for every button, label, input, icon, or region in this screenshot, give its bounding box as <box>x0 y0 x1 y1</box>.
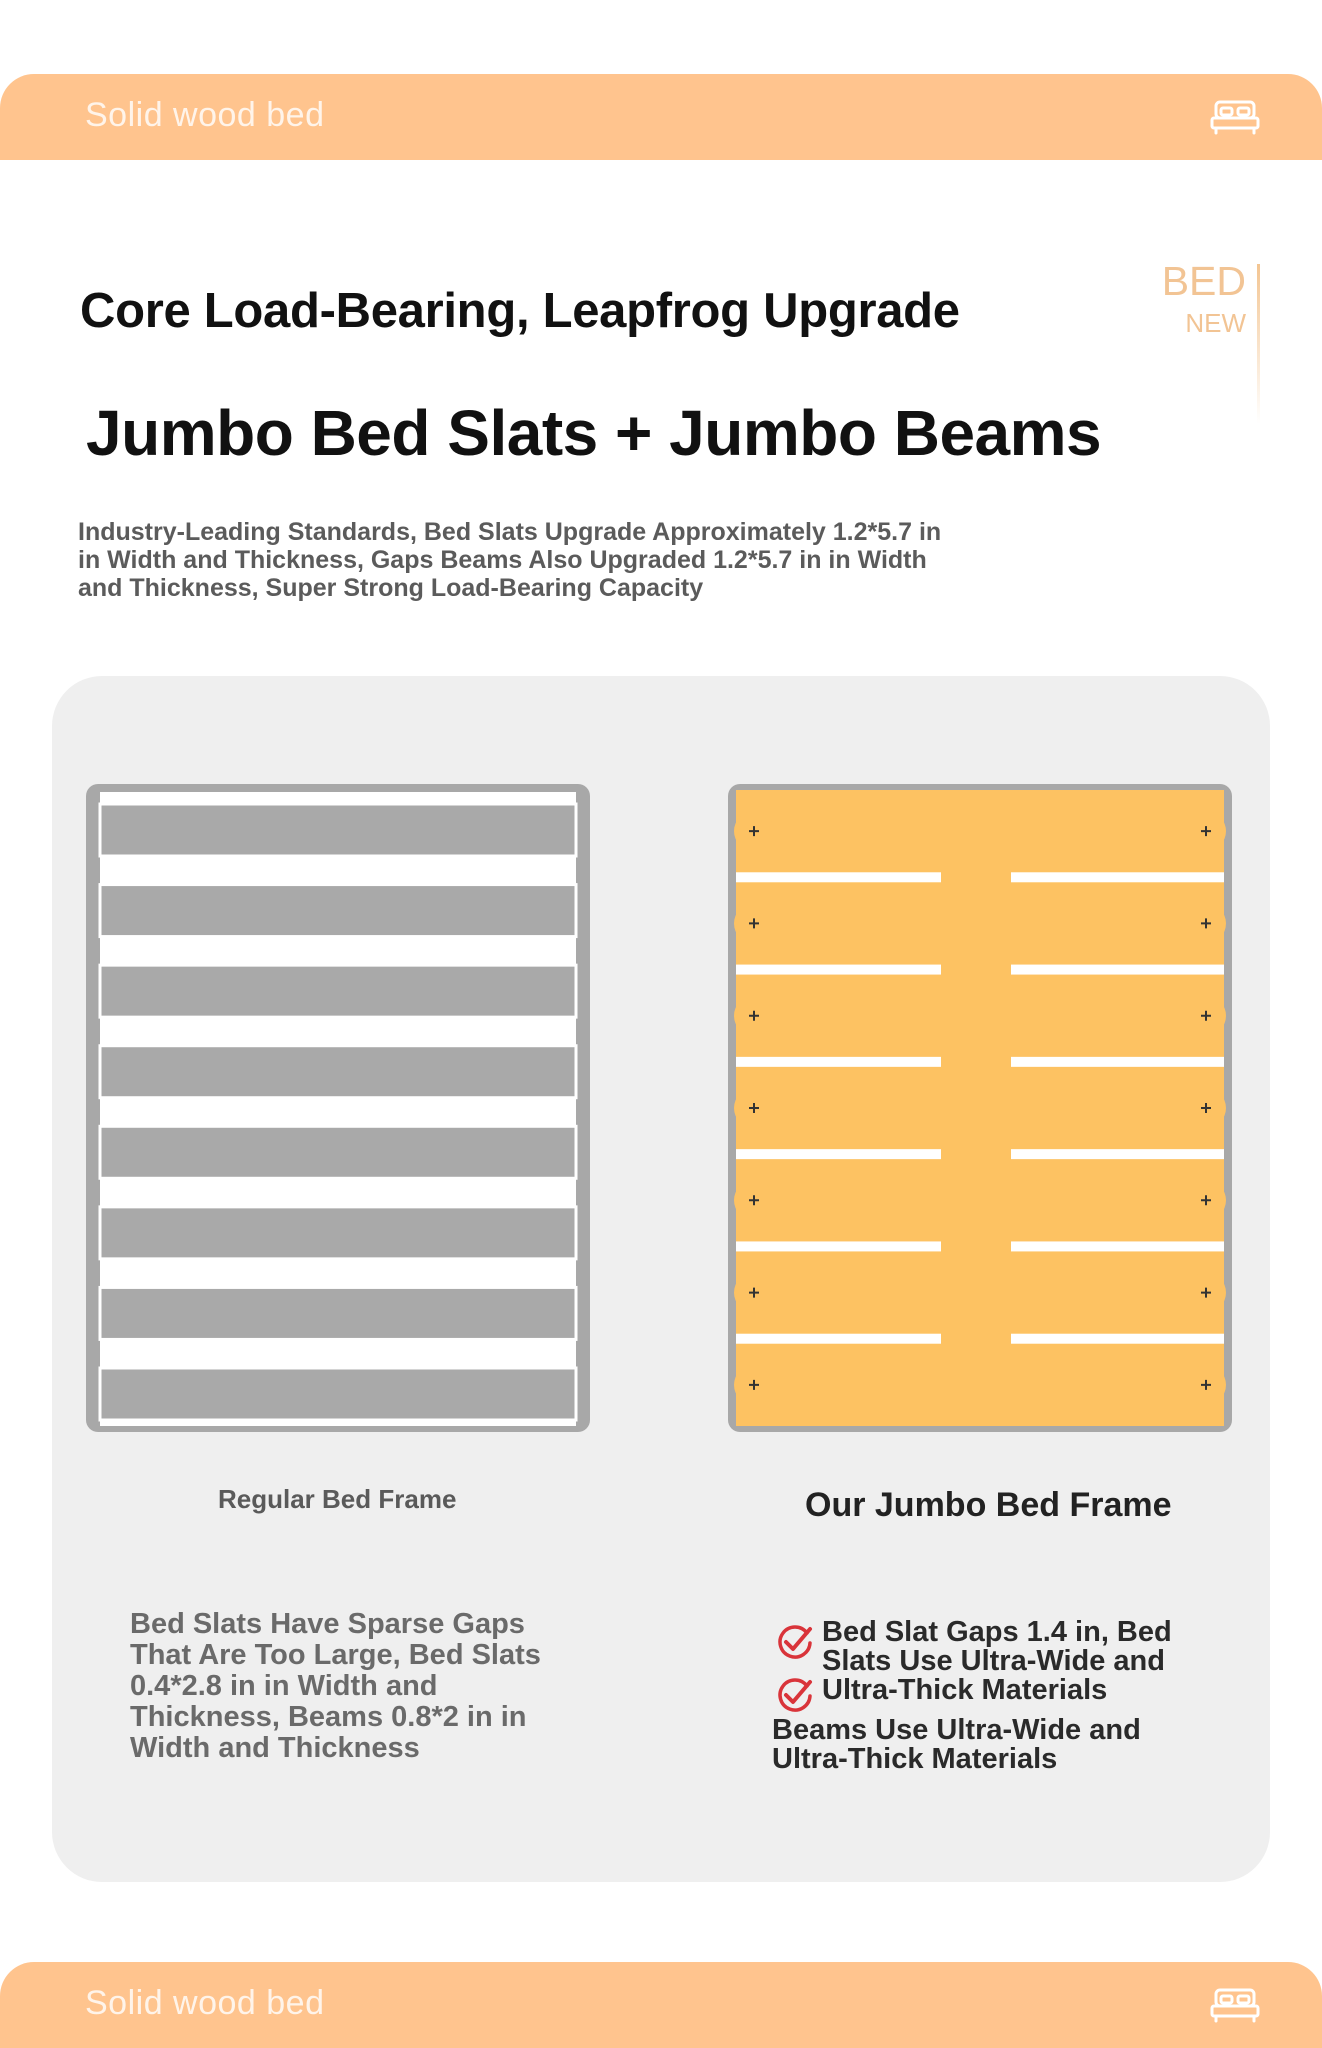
header-band <box>0 74 1322 160</box>
badge-bed-text: BED <box>1161 258 1246 304</box>
jumbo-feature-2: Beams Use Ultra-Wide and Ultra-Thick Materials <box>772 1714 1141 1775</box>
header-label: Solid wood bed <box>85 96 325 134</box>
regular-slat <box>100 1368 576 1420</box>
jumbo-bed-frame-illustration <box>728 784 1232 1432</box>
headline: Core Load-Bearing, Leapfrog Upgrade <box>80 284 960 338</box>
bed-icon <box>1210 1986 1260 2024</box>
page-title: Jumbo Bed Slats + Jumbo Beams <box>86 397 1102 469</box>
subtitle: Industry-Leading Standards, Bed Slats Upgrade Approximately 1.2*5.7 in in Width and Thickness, Gaps Beams Also Upgraded 1.2*5.7 in in Width and Thickness, Super Strong Load-Bearing Capacity <box>78 518 942 602</box>
regular-slat <box>100 885 576 937</box>
regular-slat <box>100 965 576 1017</box>
check-circle-icon <box>774 1621 816 1663</box>
badge-divider <box>1257 264 1260 424</box>
regular-frame-description: Bed Slats Have Sparse Gaps That Are Too Large, Bed Slats 0.4*2.8 in in Width and Thickness, Beams 0.8*2 in in Width and Thickness <box>130 1608 541 1764</box>
bed-new-badge <box>1150 258 1260 428</box>
center-beam <box>941 790 1011 1426</box>
regular-frame-caption: Regular Bed Frame <box>218 1484 457 1514</box>
regular-slat <box>100 1207 576 1259</box>
regular-slat <box>100 1046 576 1098</box>
footer-band <box>0 1962 1322 2048</box>
bed-icon <box>1210 98 1260 136</box>
regular-slat <box>100 1126 576 1178</box>
regular-bed-frame-illustration <box>86 784 590 1432</box>
footer-label: Solid wood bed <box>85 1984 325 2022</box>
jumbo-feature-1: Bed Slat Gaps 1.4 in, Bed Slats Use Ultra-Wide and Ultra-Thick Materials <box>822 1616 1172 1706</box>
badge-new-text: NEW <box>1185 308 1246 338</box>
regular-slat <box>100 1287 576 1339</box>
check-circle-icon <box>774 1674 816 1716</box>
jumbo-frame-caption: Our Jumbo Bed Frame <box>805 1486 1172 1524</box>
regular-slat <box>100 804 576 856</box>
